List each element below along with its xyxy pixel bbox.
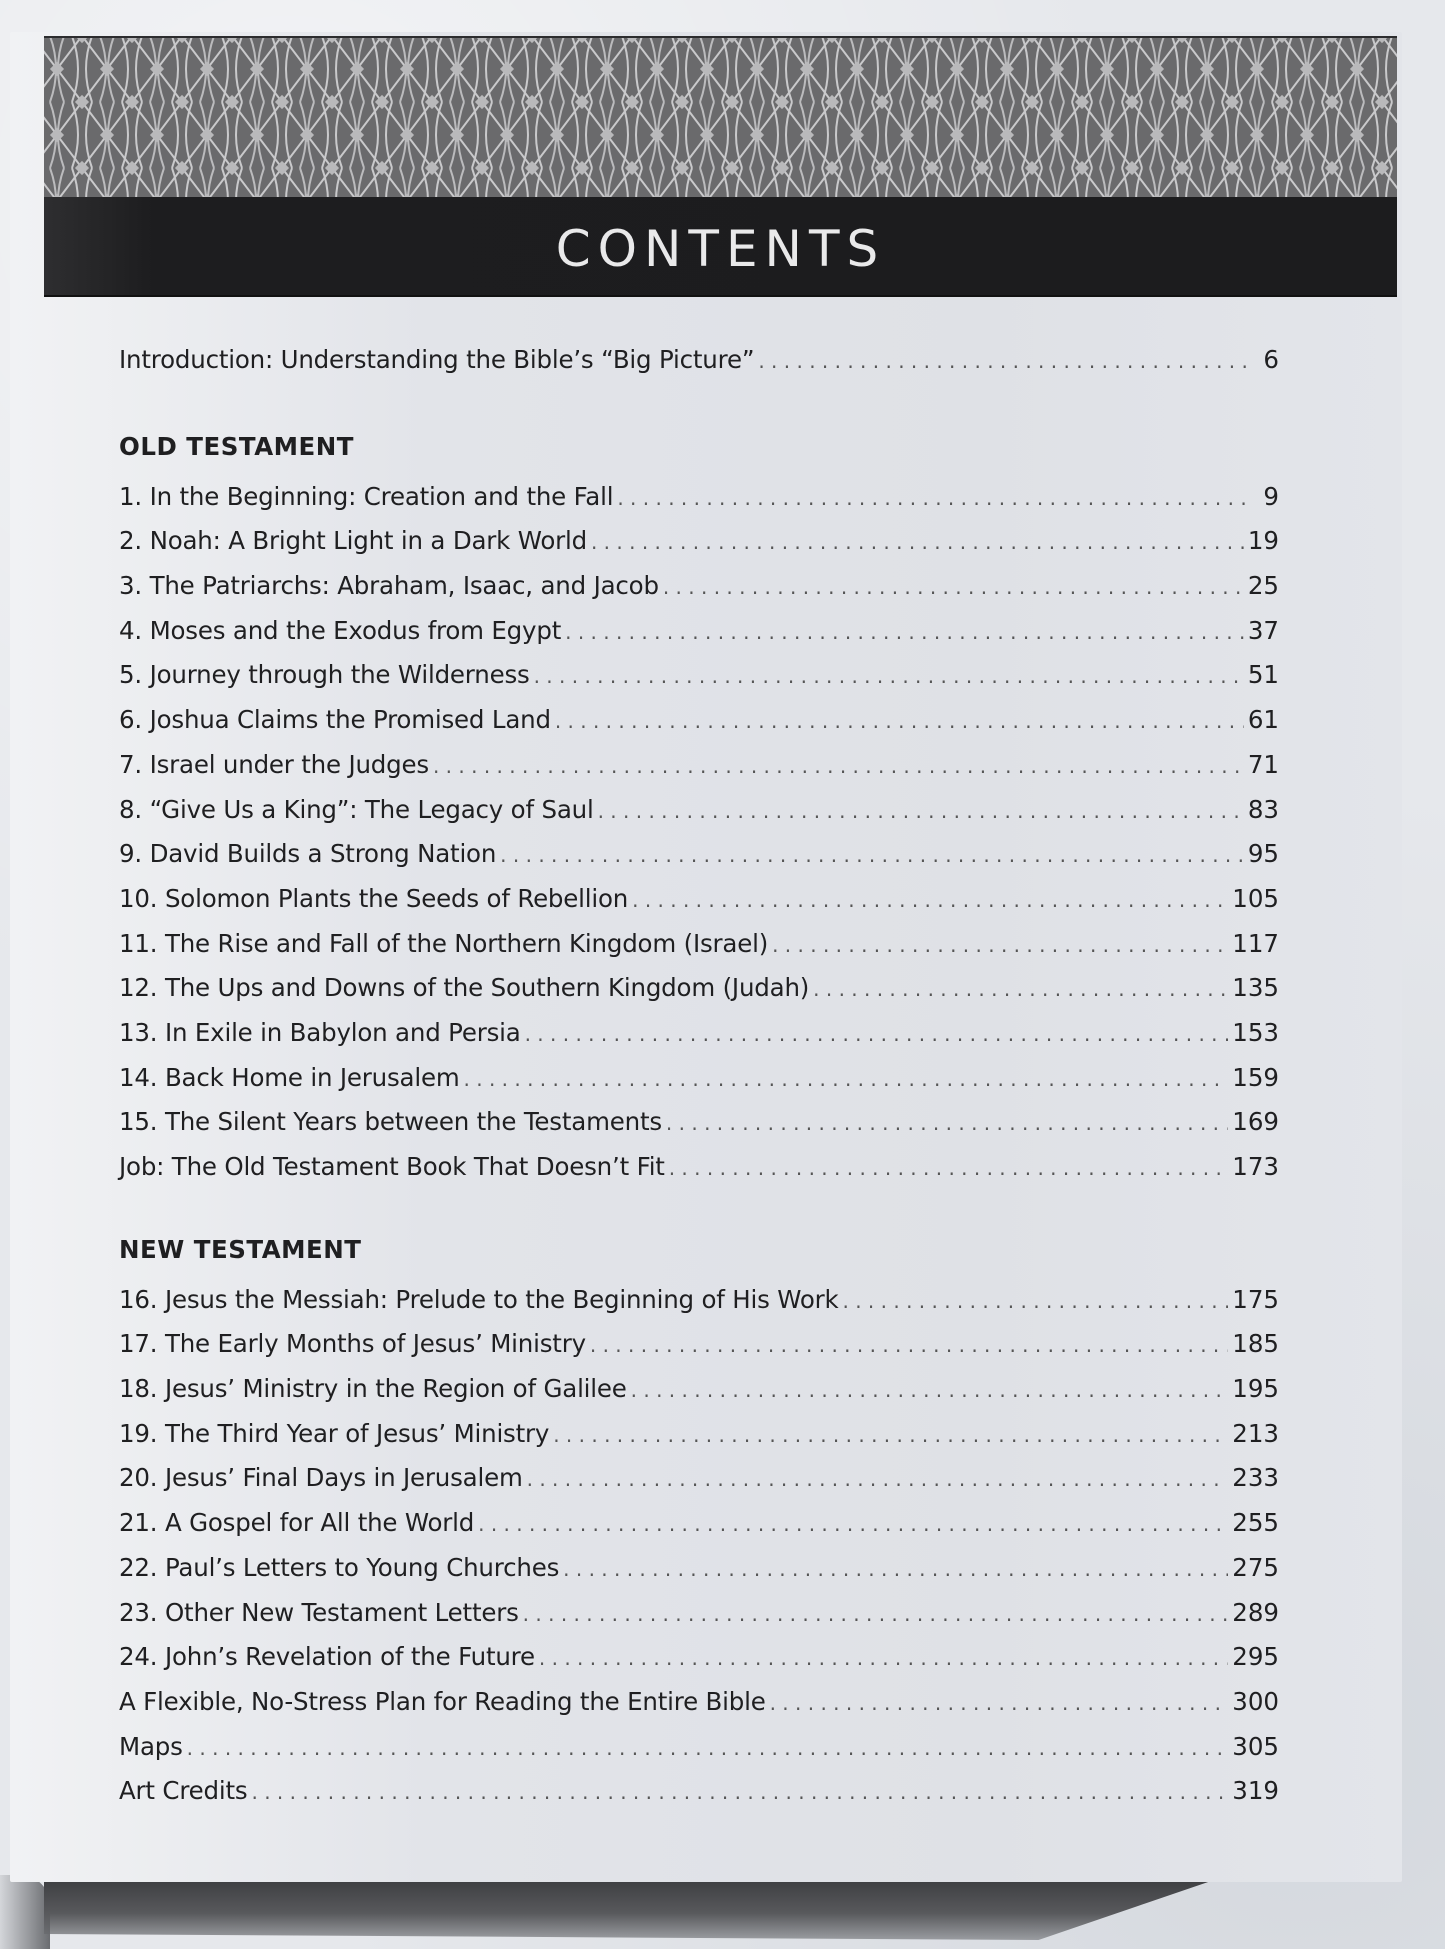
toc-entry[interactable] (119, 884, 1279, 929)
dot-leader (663, 575, 1244, 599)
toc-entry-label: 8. “Give Us a King”: The Legacy of Saul (119, 794, 594, 824)
toc-entry[interactable] (119, 1018, 1279, 1063)
toc-entry[interactable] (119, 1687, 1279, 1732)
toc-page-number: 233 (1232, 1463, 1279, 1493)
dot-leader (500, 843, 1244, 867)
dot-leader (843, 1289, 1229, 1313)
page-shadow (44, 1880, 1214, 1940)
toc-entry-label: 22. Paul’s Letters to Young Churches (119, 1552, 560, 1582)
dot-leader (525, 1022, 1229, 1046)
toc-entry-introduction[interactable] (119, 345, 1279, 390)
toc-page-number: 37 (1247, 615, 1279, 645)
toc-entry-label: 20. Jesus’ Final Days in Jerusalem (119, 1463, 523, 1493)
toc-page-number: 71 (1247, 749, 1279, 779)
toc-page-number: 6 (1263, 345, 1279, 374)
toc-page-number: 135 (1232, 973, 1279, 1003)
toc-page-number: 169 (1232, 1107, 1279, 1137)
toc-entry[interactable] (119, 795, 1279, 840)
toc-page-number: 83 (1247, 794, 1279, 824)
toc-entry-label: 3. The Patriarchs: Abraham, Isaac, and Jacob (119, 571, 659, 601)
toc-page-number: 300 (1232, 1686, 1279, 1716)
dot-leader (527, 1467, 1229, 1491)
dot-leader (478, 1512, 1228, 1536)
toc-entry-label: 16. Jesus the Messiah: Prelude to the Beginning of His Work (119, 1284, 839, 1314)
toc-entry-label: Maps (119, 1731, 183, 1761)
toc-entry[interactable] (119, 1463, 1279, 1508)
toc-page-number: 195 (1232, 1374, 1279, 1404)
toc-entry-label: 10. Solomon Plants the Seeds of Rebellion (119, 883, 629, 913)
dot-leader (563, 1557, 1228, 1581)
toc-page-number: 25 (1247, 571, 1279, 601)
toc-page-number: 175 (1232, 1284, 1279, 1314)
toc-entry[interactable] (119, 1508, 1279, 1553)
toc-entry[interactable] (119, 1063, 1279, 1108)
table-of-contents (119, 345, 1279, 1821)
toc-entry-label: 13. In Exile in Babylon and Persia (119, 1017, 521, 1047)
toc-page-number: 185 (1232, 1329, 1279, 1359)
toc-entry[interactable] (119, 1419, 1279, 1464)
toc-entry[interactable] (119, 1642, 1279, 1687)
dot-leader (433, 754, 1244, 778)
page-title: CONTENTS (555, 220, 886, 278)
toc-page-number: 153 (1232, 1017, 1279, 1047)
toc-page-number: 275 (1232, 1552, 1279, 1582)
title-bar (44, 197, 1397, 297)
toc-entry[interactable] (119, 482, 1279, 527)
toc-page-number: 159 (1232, 1062, 1279, 1092)
toc-entry-label: 18. Jesus’ Ministry in the Region of Galilee (119, 1374, 627, 1404)
toc-entry-label: 15. The Silent Years between the Testaments (119, 1107, 662, 1137)
new-testament-list (119, 1285, 1279, 1821)
dot-leader (770, 1691, 1229, 1715)
dot-leader (758, 349, 1251, 373)
toc-entry[interactable] (119, 660, 1279, 705)
toc-entry[interactable] (119, 1732, 1279, 1777)
toc-page-number: 9 (1263, 481, 1279, 511)
dot-leader (539, 1646, 1228, 1670)
toc-page-number: 117 (1232, 928, 1279, 958)
toc-entry[interactable] (119, 571, 1279, 616)
dot-leader (187, 1736, 1229, 1760)
dot-leader (631, 1378, 1229, 1402)
toc-entry-label: 14. Back Home in Jerusalem (119, 1062, 460, 1092)
toc-entry[interactable] (119, 1285, 1279, 1330)
toc-page-number: 289 (1232, 1597, 1279, 1627)
toc-entry[interactable] (119, 705, 1279, 750)
toc-entry-label: 21. A Gospel for All the World (119, 1508, 475, 1538)
toc-entry-label: 6. Joshua Claims the Promised Land (119, 705, 551, 735)
toc-entry[interactable] (119, 750, 1279, 795)
dot-leader (565, 620, 1244, 644)
toc-entry-label: 12. The Ups and Downs of the Southern Kingdom (Judah) (119, 973, 810, 1003)
toc-page-number: 213 (1232, 1418, 1279, 1448)
dot-leader (534, 664, 1244, 688)
toc-entry-label: Job: The Old Testament Book That Doesn’t Fit (119, 1152, 665, 1181)
toc-entry-label: 5. Journey through the Wilderness (119, 660, 530, 690)
toc-entry[interactable] (119, 839, 1279, 884)
toc-page-number: 255 (1232, 1508, 1279, 1538)
section-heading-old-testament: OLD TESTAMENT (119, 431, 355, 461)
toc-entry[interactable] (119, 1107, 1279, 1152)
dot-leader (666, 1111, 1228, 1135)
toc-page-number: 105 (1232, 883, 1279, 913)
dot-leader (813, 977, 1228, 1001)
toc-entry-label: Art Credits (119, 1776, 248, 1806)
dot-leader (772, 933, 1228, 957)
toc-entry-label: A Flexible, No-Stress Plan for Reading the Entire Bible (119, 1686, 766, 1716)
toc-entry-label: 11. The Rise and Fall of the Northern Kingdom (Israel) (119, 928, 769, 958)
dot-leader (591, 530, 1244, 554)
ornamental-pattern-icon (44, 38, 1397, 199)
toc-page-number: 19 (1247, 526, 1279, 556)
toc-entry-label: 2. Noah: A Bright Light in a Dark World (119, 526, 587, 556)
toc-entry[interactable] (119, 1329, 1279, 1374)
toc-entry[interactable] (119, 616, 1279, 661)
toc-entry-label: 1. In the Beginning: Creation and the Fall (119, 481, 614, 511)
toc-entry[interactable] (119, 1553, 1279, 1598)
toc-entry[interactable] (119, 973, 1279, 1018)
toc-page-number: 305 (1232, 1731, 1279, 1761)
dot-leader (553, 1423, 1228, 1447)
toc-entry[interactable] (119, 1152, 1279, 1197)
dot-leader (555, 709, 1244, 733)
toc-entry[interactable] (119, 1776, 1279, 1821)
dot-leader (632, 888, 1228, 912)
section-heading-new-testament: NEW TESTAMENT (119, 1234, 362, 1264)
toc-entry-label: 7. Israel under the Judges (119, 749, 429, 779)
dot-leader (669, 1156, 1229, 1180)
toc-page-number: 173 (1232, 1152, 1279, 1181)
toc-page-number: 319 (1232, 1776, 1279, 1806)
toc-entry-label: 4. Moses and the Exodus from Egypt (119, 615, 562, 645)
toc-page-number: 95 (1247, 839, 1279, 869)
toc-page-number: 295 (1232, 1642, 1279, 1672)
toc-entry-label: 9. David Builds a Strong Nation (119, 839, 497, 869)
toc-page-number: 51 (1247, 660, 1279, 690)
dot-leader (464, 1067, 1229, 1091)
dot-leader (598, 799, 1244, 823)
toc-entry[interactable] (119, 929, 1279, 974)
dot-leader (590, 1333, 1228, 1357)
toc-page-number: 61 (1247, 705, 1279, 735)
dot-leader (251, 1780, 1228, 1804)
toc-entry[interactable] (119, 1598, 1279, 1643)
dot-leader (523, 1602, 1229, 1626)
toc-entry[interactable] (119, 1374, 1279, 1419)
page-shadow-left (0, 1875, 50, 1949)
header-pattern (44, 36, 1397, 199)
old-testament-list (119, 482, 1279, 1197)
toc-entry-label: 17. The Early Months of Jesus’ Ministry (119, 1329, 586, 1359)
toc-entry[interactable] (119, 526, 1279, 571)
toc-entry-label: 23. Other New Testament Letters (119, 1597, 519, 1627)
dot-leader (617, 486, 1251, 510)
toc-entry-label: 19. The Third Year of Jesus’ Ministry (119, 1418, 550, 1448)
toc-entry-label: Introduction: Understanding the Bible’s “Big Picture” (119, 345, 755, 374)
toc-entry-label: 24. John’s Revelation of the Future (119, 1642, 535, 1672)
